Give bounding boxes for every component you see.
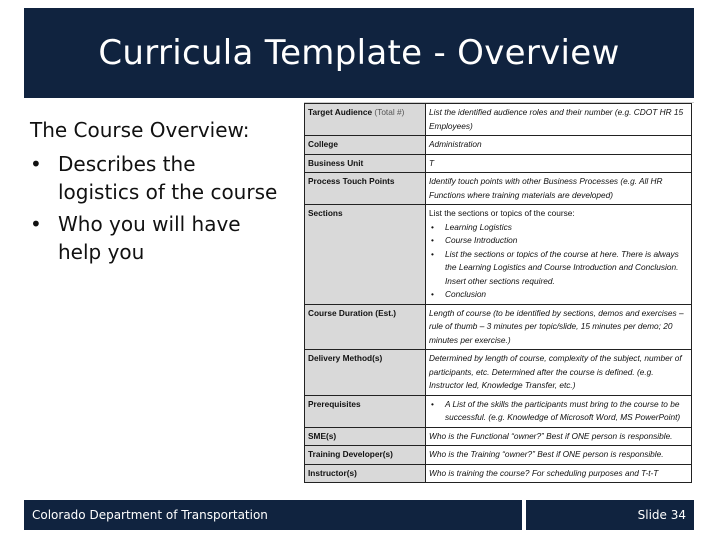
- table-row: [305, 136, 692, 155]
- row-value-list-item-text: Conclusion: [445, 289, 487, 299]
- bullet-icon: •: [431, 248, 434, 259]
- bullet-icon: •: [431, 398, 434, 409]
- row-value: [426, 304, 692, 350]
- row-value-list-item-text: Learning Logistics: [445, 221, 512, 232]
- table-row: [305, 427, 692, 446]
- bullet-text: Describes the logistics of the course: [58, 152, 278, 204]
- template-table-image: [304, 102, 694, 497]
- row-label: [305, 464, 426, 483]
- bullet-item: [30, 150, 280, 206]
- row-value: [426, 350, 692, 396]
- row-label: [305, 304, 426, 350]
- table-row: [305, 304, 692, 350]
- row-value-text: Administration: [429, 139, 482, 149]
- table-row: [305, 154, 692, 173]
- table-row: [305, 173, 692, 205]
- row-value-text: Who is the Training “owner?” Best if ONE person is responsible.: [429, 449, 664, 459]
- table-row: [305, 395, 692, 427]
- row-label: [305, 173, 426, 205]
- title-bar: [24, 8, 694, 98]
- row-label: [305, 104, 426, 136]
- row-value-list-item-text: Course Introduction: [445, 235, 518, 245]
- row-label-suffix: (Total #): [374, 107, 405, 117]
- table-row: [305, 350, 692, 396]
- row-value: [426, 464, 692, 483]
- row-label: [305, 427, 426, 446]
- bullet-list: [30, 150, 280, 266]
- bullet-item: [30, 210, 280, 266]
- footer-slide-number: [526, 500, 694, 530]
- row-label: [305, 350, 426, 396]
- slide-number: Slide 34: [637, 508, 686, 522]
- row-value-list-item: [429, 248, 688, 289]
- row-label: [305, 154, 426, 173]
- table-row: [305, 464, 692, 483]
- row-label-text: Instructor(s): [308, 467, 357, 478]
- bullet-icon: •: [30, 212, 42, 236]
- footer-organization: [24, 500, 522, 530]
- row-value-text: Identify touch points with other Business Processes (e.g. All HR Functions where training materials are developed): [429, 176, 663, 200]
- row-value-list: [429, 221, 688, 302]
- row-value-list-item: [429, 398, 688, 425]
- row-label-text: Training Developer(s): [308, 449, 393, 459]
- row-value: [426, 427, 692, 446]
- row-label: [305, 395, 426, 427]
- row-label: [305, 205, 426, 305]
- row-value-list-item-text: List the sections or topics of the course at here. There is always the Learning Logistics and Course Introduction and Conclusion. Insert other sections required.: [445, 248, 679, 286]
- row-value-list-item-text: A List of the skills the participants must bring to the course to be successful. (e.g. Knowledge of Microsoft Word, MS PowerPoint): [445, 398, 681, 422]
- row-value-text: T: [429, 157, 435, 168]
- row-value: [426, 154, 692, 173]
- row-label: [305, 136, 426, 155]
- row-value-list-item: [429, 288, 688, 302]
- row-value: [426, 104, 692, 136]
- row-value-list-item: [429, 234, 688, 248]
- row-label-text: Target Audience: [308, 107, 373, 117]
- row-label-text: SME(s): [308, 430, 337, 441]
- row-value: [426, 136, 692, 155]
- row-value: [426, 173, 692, 205]
- row-label-text: College: [308, 139, 338, 149]
- row-value-text: Who is training the course? For scheduling purposes and T-t-T: [429, 467, 659, 478]
- slide-title: Curricula Template - Overview: [98, 33, 620, 73]
- row-value: [426, 446, 692, 465]
- row-value-text: Determined by length of course, complexity of the subject, number of participants, etc. Determined after the course is defined. (e.g. Instructor led, Knowledge Transfer, etc.): [429, 353, 682, 390]
- table-row: [305, 446, 692, 465]
- organization-name: Colorado Department of Transportation: [32, 508, 268, 522]
- row-value-text: List the sections or topics of the course:: [429, 208, 575, 218]
- row-label-text: Sections: [308, 208, 343, 218]
- bullet-text: Who you will have help you: [58, 212, 241, 264]
- row-label-text: Process Touch Points: [308, 176, 395, 186]
- bullet-icon: •: [431, 235, 434, 245]
- row-value-text: Length of course (to be identified by sections, demos and exercises – rule of thumb – 3 minutes per topic/slide, 15 minutes per demo; 20 minutes per exercise.): [429, 307, 684, 345]
- row-value: [426, 205, 692, 305]
- row-label: [305, 446, 426, 465]
- table-row: [305, 104, 692, 136]
- bullet-icon: •: [431, 289, 434, 299]
- row-label-text: Delivery Method(s): [308, 353, 383, 363]
- row-value: [426, 395, 692, 427]
- row-value-list-item: [429, 221, 688, 235]
- slide-body: [30, 114, 280, 266]
- row-value-text: List the identified audience roles and their number (e.g. CDOT HR 15 Employees): [429, 107, 684, 131]
- intro-text: The Course Overview:: [30, 118, 250, 142]
- bullet-icon: •: [431, 221, 434, 232]
- row-value-text: Who is the Functional “owner?” Best if ONE person is responsible.: [429, 430, 673, 441]
- row-label-text: Business Unit: [308, 157, 364, 168]
- overview-table: [304, 103, 692, 483]
- row-label-text: Prerequisites: [308, 398, 361, 409]
- table-row: [305, 205, 692, 305]
- row-label-text: Course Duration (Est.): [308, 307, 397, 318]
- row-value-list: [429, 398, 688, 425]
- bullet-icon: •: [30, 152, 42, 176]
